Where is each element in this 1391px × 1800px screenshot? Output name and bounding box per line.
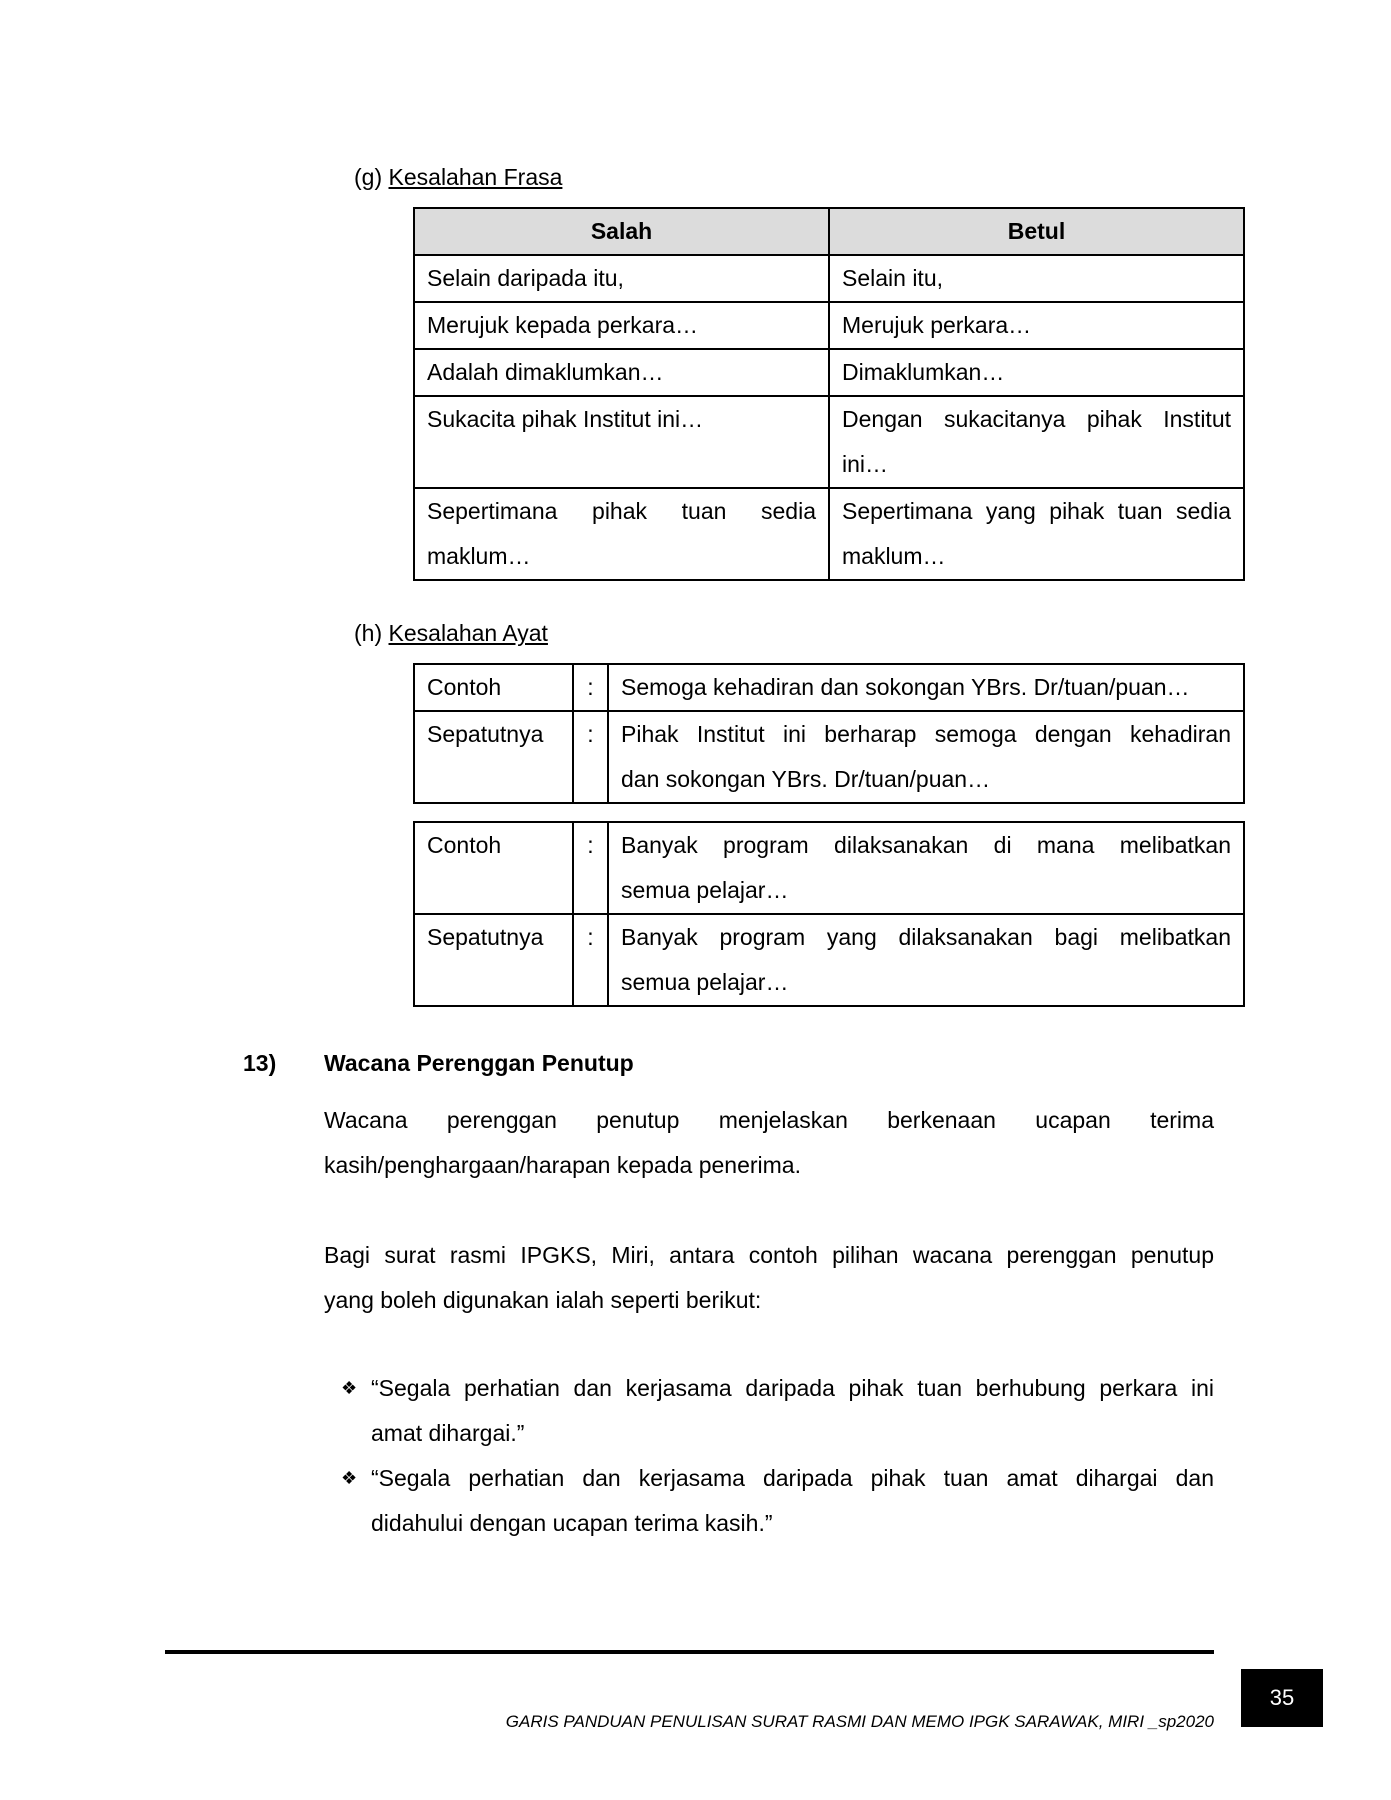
cell-betul [829,349,1244,396]
diamond-bullet-icon: ❖ [341,1468,358,1488]
ayat-table-2 [413,821,1245,1007]
row-text [608,914,1244,1006]
cell-betul [829,488,1244,580]
header-salah: Salah [414,208,829,255]
section-13-number: 13) [243,1050,277,1076]
text-line: Banyak program dilaksanakan di mana melibatkan [621,832,1231,858]
row-label: Sepatutnya [414,914,573,1006]
colon: : [573,822,608,914]
text-line: Adalah dimaklumkan… [427,359,664,385]
row-label: Sepatutnya [414,711,573,803]
text-line: semua pelajar… [621,969,789,995]
row-label: Contoh [414,822,573,914]
text-line: semua pelajar… [621,877,789,903]
text-line: Sepertimana pihak tuan sedia [427,498,816,524]
list-item-text [371,1366,1214,1456]
text-line: Selain daripada itu, [427,265,624,291]
text-line: Banyak program yang dilaksanakan bagi melibatkan [621,924,1231,950]
text-line: Wacana perenggan penutup menjelaskan berkenaan ucapan terima [324,1107,1214,1133]
text-line: “Segala perhatian dan kerjasama daripada pihak tuan amat dihargai dan [371,1465,1214,1491]
text-line: maklum… [427,543,531,569]
ayat-table-1 [413,663,1245,804]
table-row [414,711,1244,803]
table-row [414,255,1244,302]
text-line: Sepertimana yang pihak tuan sedia [842,498,1231,524]
colon: : [573,914,608,1006]
section-title: Kesalahan Ayat [388,620,548,646]
section-label: (g) [354,164,383,190]
footer-text: GARIS PANDUAN PENULISAN SURAT RASMI DAN MEMO IPGK SARAWAK, MIRI _sp2020 [505,1712,1214,1731]
text-line: didahului dengan ucapan terima kasih.” [371,1510,773,1536]
text-line: amat dihargai.” [371,1420,525,1446]
text-line: yang boleh digunakan ialah seperti berikut: [324,1287,762,1313]
text-line: Dengan sukacitanya pihak Institut [842,406,1231,432]
table-row [414,822,1244,914]
text-line: kasih/penghargaan/harapan kepada penerima. [324,1152,801,1178]
row-text [608,711,1244,803]
page-number: 35 [1241,1669,1323,1727]
header-betul: Betul [829,208,1244,255]
table-row [414,914,1244,1006]
cell-salah [414,349,829,396]
cell-betul [829,302,1244,349]
text-line: dan sokongan YBrs. Dr/tuan/puan… [621,766,991,792]
text-line: Dimaklumkan… [842,359,1005,385]
section-label: (h) [354,620,383,646]
list-item-text [371,1456,1214,1546]
text-line: “Segala perhatian dan kerjasama daripada pihak tuan berhubung perkara ini [371,1375,1214,1401]
colon: : [573,711,608,803]
bullet-list [341,1366,1214,1546]
diamond-bullet-icon: ❖ [341,1378,358,1398]
row-text [608,664,1244,711]
section-13-title: Wacana Perenggan Penutup [324,1050,634,1076]
text-line: maklum… [842,543,946,569]
table-row [414,664,1244,711]
colon: : [573,664,608,711]
text-line: Semoga kehadiran dan sokongan YBrs. Dr/tuan/puan… [621,674,1190,700]
text-line: Bagi surat rasmi IPGKS, Miri, antara contoh pilihan wacana perenggan penutup [324,1242,1214,1268]
footer-rule [165,1650,1214,1654]
cell-salah [414,255,829,302]
table-row [414,302,1244,349]
section-g-heading [354,164,562,191]
cell-betul [829,396,1244,488]
text-line: Pihak Institut ini berharap semoga dengan kehadiran [621,721,1231,747]
text-line: Merujuk perkara… [842,312,1032,338]
list-item [341,1366,1214,1456]
frasa-table [413,207,1245,581]
table-row [414,349,1244,396]
row-text [608,822,1244,914]
row-label: Contoh [414,664,573,711]
paragraph-1 [324,1098,1214,1188]
table-row [414,488,1244,580]
text-line: Sukacita pihak Institut ini… [427,406,704,432]
table-row [414,396,1244,488]
paragraph-2 [324,1233,1214,1323]
text-line: ini… [842,451,889,477]
list-item [341,1456,1214,1546]
cell-salah [414,302,829,349]
cell-salah [414,488,829,580]
cell-betul [829,255,1244,302]
section-h-heading [354,620,548,647]
section-title: Kesalahan Frasa [388,164,563,190]
cell-salah [414,396,829,488]
text-line: Merujuk kepada perkara… [427,312,699,338]
text-line: Selain itu, [842,265,944,291]
